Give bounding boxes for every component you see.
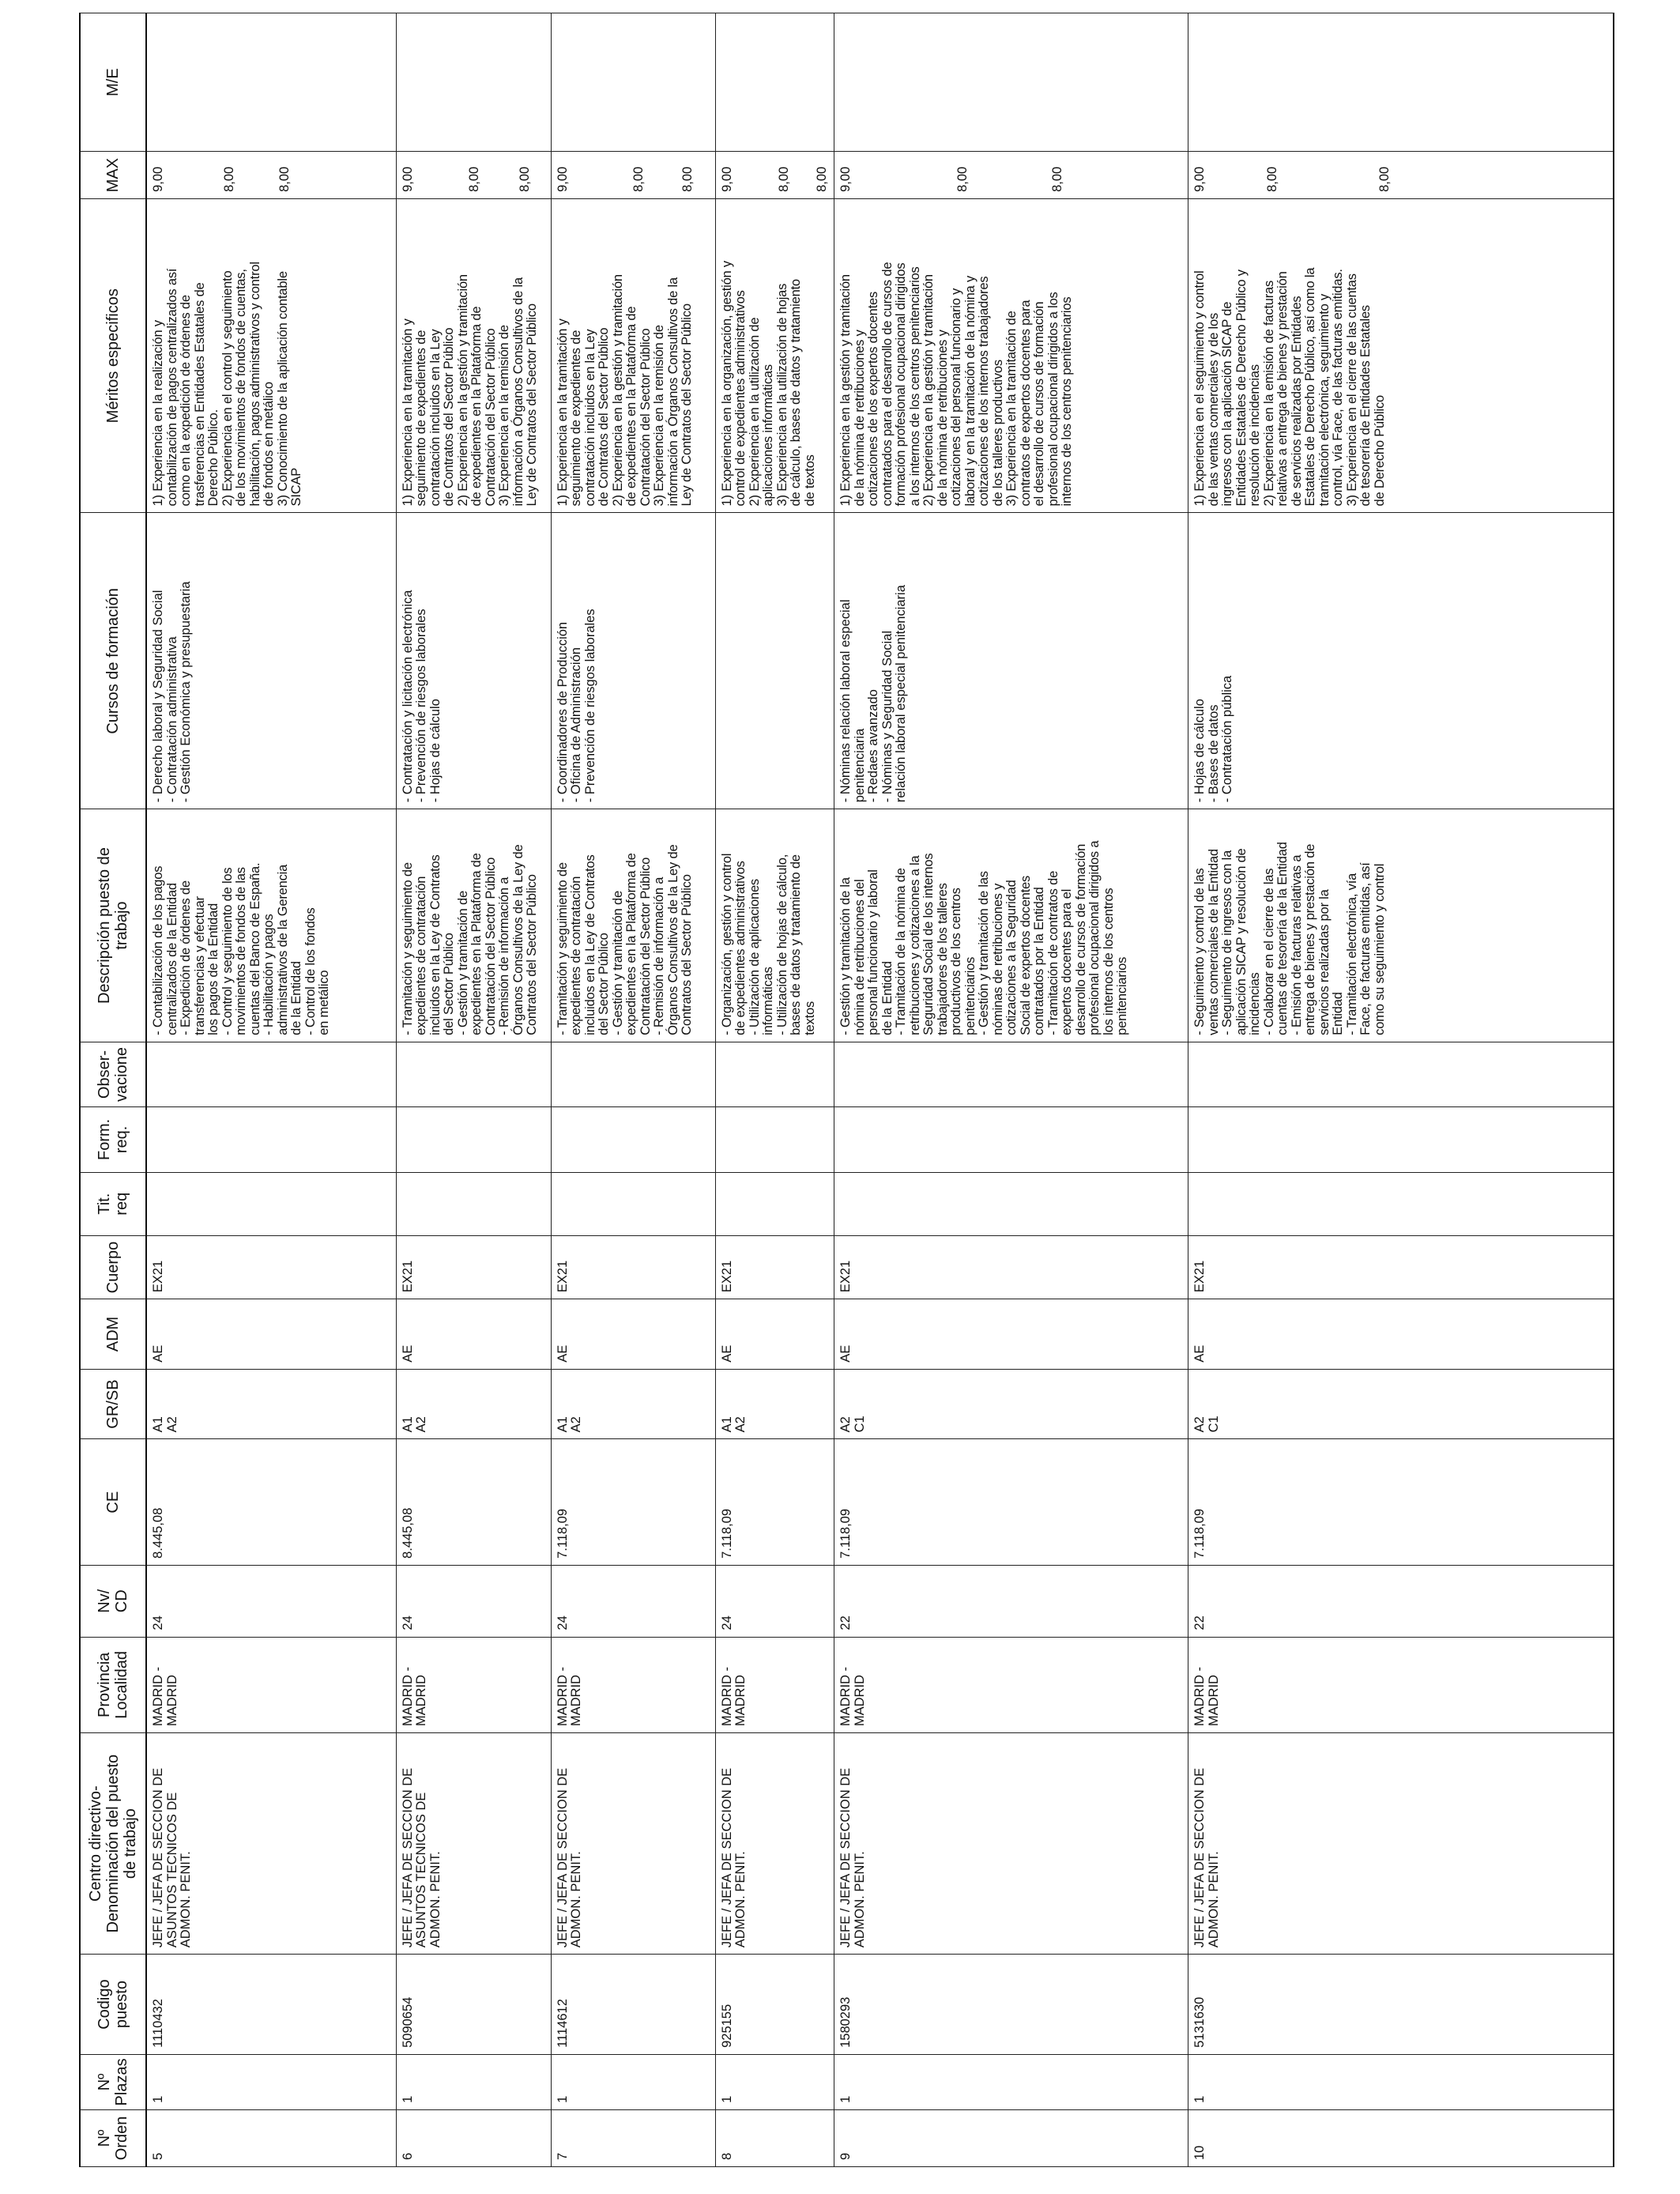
cell-adm: AE [834,1299,1188,1370]
cell-plazas: 1 [715,2054,834,2109]
table-row [396,13,551,2167]
cell-cuerpo: EX21 [715,1235,834,1299]
cell-centro: JEFE / JEFA DE SECCION DE ASUNTOS TECNICOS DE ADMON. PENIT. [146,1733,396,1955]
max-value: 8,00 [1377,166,1392,192]
cell-cursos: - Derecho laboral y Seguridad Social - Contratación administrativa - Gestión Económica y presupuestaria [146,513,396,809]
cell-tit [834,1172,1188,1235]
cell-codigo: 5131630 [1188,1955,1614,2055]
cell-descripcion: - Gestión y tramitación de la nómina de retribuciones del personal funcionario y laboral de la Entidad - Tramitación de la nómina de retribuciones y cotizaciones a la Seguridad Social de los internos trabajadores de los talleres productivos de los centros penitenciarios - Gestión y tramitación de las nóminas de retribuciones y cotizaciones a la Seguridad Social de expertos docentes contratados por la Entidad - Tramitación de contratos de expertos docentes para el desarrollo de cursos de formación profesional ocupacional dirigidos a los internos de los centros penitenciarios [834,809,1188,1042]
cell-meritos: 1) Experiencia en la tramitación y seguimiento de expedientes de contratación incluidos en la Ley de Contratos del Sector Público 2) Experiencia en la gestión y tramitación de expedientes en la Plataforma de Contratación del Sector Público 3) Experiencia en la remisión de información a Órganos Consultivos de la Ley de Contratos del Sector Público [396,198,551,513]
cell-cursos: - Coordinadores de Producción - Oficina de Administración - Prevención de riesgos laborales [551,513,715,809]
cell-plazas: 1 [834,2054,1188,2109]
cell-grupo: A1 A2 [715,1369,834,1439]
cell-tit [1188,1172,1614,1235]
cell-orden: 10 [1188,2109,1614,2166]
max-value: 8,00 [1050,166,1064,192]
cell-meritos: 1) Experiencia en la organización, gestión y control de expedientes administrativos 2) Experiencia en la utilización de aplicaciones informáticas 3) Experiencia en la utilización de hojas de cálculo, bases de datos y tratamiento de textos [715,198,834,513]
max-value: 8,00 [814,166,829,192]
cell-cursos [715,513,834,809]
cell-me [551,13,715,152]
col-ce: CE [80,1439,146,1566]
cell-tit [396,1172,551,1235]
cell-ce: 7.118,09 [551,1439,715,1566]
col-grupo: GR/SB [80,1369,146,1439]
cell-adm: AE [715,1299,834,1370]
cell-cuerpo: EX21 [551,1235,715,1299]
cell-obs [834,1042,1188,1106]
cell-me [834,13,1188,152]
col-codigo: Codigo puesto [80,1955,146,2055]
cell-descripcion: - Tramitación y seguimiento de expedientes de contratación incluidos en la Ley de Contratos del Sector Público - Gestión y tramitación de expedientes en la Plataforma de Contratación del Sector Público - Remisión de información a Órganos Consultivos de la Ley de Contratos del Sector Público [396,809,551,1042]
cell-grupo: A2 C1 [834,1369,1188,1439]
col-me: M/E [80,13,146,152]
cell-cursos: - Hojas de cálculo - Bases de datos - Contratación pública [1188,513,1614,809]
cell-me [396,13,551,152]
cell-ce: 7.118,09 [715,1439,834,1566]
puestos-table [79,13,1614,2167]
cell-max [1188,152,1614,199]
cell-provincia: MADRID - MADRID [146,1637,396,1733]
cell-descripcion: - Contabilización de los pagos centralizados de la Entidad - Expedición de órdenes de transferencias y efectuar los pagos de la Entidad - Control y seguimiento de los movimientos de fondos de las cuentas del Banco de España. - Habilitación y pagos administrativos de la Gerencia de la Entidad - Control de los fondos en metálico [146,809,396,1042]
col-descripcion: Descripción puesto de trabajo [80,809,146,1042]
cell-obs [396,1042,551,1106]
cell-orden: 5 [146,2109,396,2166]
cell-obs [551,1042,715,1106]
cell-provincia: MADRID - MADRID [834,1637,1188,1733]
max-value: 9,00 [555,166,570,192]
max-value: 9,00 [151,166,165,192]
table-row [146,13,396,2167]
col-nivel: Nv/ CD [80,1565,146,1637]
cell-plazas: 1 [551,2054,715,2109]
cell-meritos: 1) Experiencia en la tramitación y seguimiento de expedientes de contratación incluidos en la Ley de Contratos del Sector Público 2) Experiencia en la gestión y tramitación de expedientes en la Plataforma de Contratación del Sector Público 3) Experiencia en la remisión de información a Órganos Consultivos de la Ley de Contratos del Sector Público [551,198,715,513]
col-adm: ADM [80,1299,146,1370]
cell-orden: 7 [551,2109,715,2166]
max-value: 8,00 [277,166,292,192]
cell-centro: JEFE / JEFA DE SECCION DE ADMON. PENIT. [834,1733,1188,1955]
cell-form [715,1107,834,1172]
rotated-page [79,13,1603,2167]
cell-orden: 9 [834,2109,1188,2166]
cell-obs [715,1042,834,1106]
cell-codigo: 1110432 [146,1955,396,2055]
cell-obs [146,1042,396,1106]
table-row [1188,13,1614,2167]
cell-cursos: - Contratación y licitación electrónica - Prevención de riesgos laborales - Hojas de cálculo [396,513,551,809]
cell-provincia: MADRID - MADRID [551,1637,715,1733]
cell-adm: AE [396,1299,551,1370]
max-value: 9,00 [838,166,853,192]
cell-plazas: 1 [146,2054,396,2109]
col-provincia: Provincia Localidad [80,1637,146,1733]
max-value: 8,00 [222,166,236,192]
col-max: MAX [80,152,146,199]
col-tit: Tit. req [80,1172,146,1235]
max-value: 9,00 [400,166,415,192]
cell-grupo: A1 A2 [551,1369,715,1439]
cell-nivel: 24 [715,1565,834,1637]
cell-ce: 8.445,08 [396,1439,551,1566]
cell-tit [715,1172,834,1235]
cell-form [834,1107,1188,1172]
cell-tit [551,1172,715,1235]
cell-meritos: 1) Experiencia en la gestión y tramitación de la nómina de retribuciones y cotizaciones de los expertos docentes contratados para el desarrollo de cursos de formación profesional ocupacional dirigidos a los internos de los centros penitenciarios 2) Experiencia en la gestión y tramitación de la nómina de retribuciones y cotizaciones del personal funcionario y laboral y en la tramitación de la nómina y cotizaciones de los internos trabajadores de los talleres productivos 3) Experiencia en la tramitación de contratos de expertos docentes para el desarrollo de cursos de formación profesional ocupacional dirigidos a los internos de los centros penitenciarios [834,198,1188,513]
cell-plazas: 1 [396,2054,551,2109]
cell-max [551,152,715,199]
cell-provincia: MADRID - MADRID [396,1637,551,1733]
col-cursos: Cursos de formación [80,513,146,809]
max-value: 8,00 [1265,166,1279,192]
cell-max [146,152,396,199]
cell-me [146,13,396,152]
cell-grupo: A2 C1 [1188,1369,1614,1439]
cell-provincia: MADRID - MADRID [715,1637,834,1733]
cell-descripcion: - Organización, gestión y control de expedientes administrativos - Utilización de aplicaciones informáticas - Utilización de hojas de cálculo, bases de datos y tratamiento de textos [715,809,834,1042]
cell-cursos: - Nóminas relación laboral especial penitenciaria - Redaes avanzado - Nóminas y Seguridad Social relación laboral especial penitenciaria [834,513,1188,809]
cell-grupo: A1 A2 [396,1369,551,1439]
max-value: 8,00 [680,166,695,192]
cell-me [715,13,834,152]
table-row [551,13,715,2167]
cell-codigo: 1114612 [551,1955,715,2055]
cell-nivel: 24 [551,1565,715,1637]
table-row [715,13,834,2167]
max-value: 8,00 [776,166,791,192]
cell-ce: 7.118,09 [1188,1439,1614,1566]
cell-nivel: 24 [396,1565,551,1637]
cell-cuerpo: EX21 [834,1235,1188,1299]
col-orden: Nº Orden [80,2109,146,2166]
cell-me [1188,13,1614,152]
cell-plazas: 1 [1188,2054,1614,2109]
cell-grupo: A1 A2 [146,1369,396,1439]
cell-ce: 7.118,09 [834,1439,1188,1566]
cell-adm: AE [551,1299,715,1370]
cell-max [396,152,551,199]
table-row [834,13,1188,2167]
header-row [80,13,146,2167]
cell-adm: AE [1188,1299,1614,1370]
cell-orden: 6 [396,2109,551,2166]
cell-provincia: MADRID - MADRID [1188,1637,1614,1733]
cell-max [834,152,1188,199]
cell-centro: JEFE / JEFA DE SECCION DE ADMON. PENIT. [715,1733,834,1955]
cell-cuerpo: EX21 [1188,1235,1614,1299]
cell-codigo: 925155 [715,1955,834,2055]
cell-nivel: 24 [146,1565,396,1637]
cell-centro: JEFE / JEFA DE SECCION DE ADMON. PENIT. [551,1733,715,1955]
max-value: 8,00 [631,166,646,192]
cell-descripcion: - Tramitación y seguimiento de expedientes de contratación incluidos en la Ley de Contratos del Sector Público - Gestión y tramitación de expedientes en la Plataforma de Contratación del Sector Público - Remisión de información a Órganos Consultivos de la Ley de Contratos del Sector Público [551,809,715,1042]
cell-meritos: 1) Experiencia en la realización y contabilización de pagos centralizados así como en la expedición de órdenes de trasferencias en Entidades Estatales de Derecho Público. 2) Experiencia en el control y seguimiento de los movimientos de fondos de cuentas, habilitación, pagos administrativos y control de fondos en metálico 3) Conocimiento de la aplicación contable SICAP [146,198,396,513]
cell-nivel: 22 [834,1565,1188,1637]
cell-nivel: 22 [1188,1565,1614,1637]
col-cuerpo: Cuerpo [80,1235,146,1299]
cell-codigo: 1580293 [834,1955,1188,2055]
cell-max [715,152,834,199]
cell-codigo: 5090654 [396,1955,551,2055]
cell-descripcion: - Seguimiento y control de las ventas comerciales de la Entidad - Seguimiento de ingresos con la aplicación SICAP y resolución de incidencias - Colaborar en el cierre de las cuentas de tesorería de la Entidad - Emisión de facturas relativas a entrega de bienes y prestación de servicios realizadas por la Entidad - Tramitación electrónica, vía Face, de facturas emitidas, así como su seguimiento y control [1188,809,1614,1042]
col-centro: Centro directivo- Denominación del puesto de trabajo [80,1733,146,1955]
cell-form [551,1107,715,1172]
cell-centro: JEFE / JEFA DE SECCION DE ADMON. PENIT. [1188,1733,1614,1955]
max-value: 8,00 [517,166,532,192]
max-value: 9,00 [1192,166,1207,192]
cell-form [1188,1107,1614,1172]
col-meritos: Méritos especificos [80,198,146,513]
cell-cuerpo: EX21 [396,1235,551,1299]
cell-adm: AE [146,1299,396,1370]
cell-form [146,1107,396,1172]
cell-form [396,1107,551,1172]
col-plazas: Nº Plazas [80,2054,146,2109]
max-value: 9,00 [719,166,734,192]
cell-cuerpo: EX21 [146,1235,396,1299]
col-obs: Obser- vacione [80,1042,146,1106]
cell-meritos: 1) Experiencia en el seguimiento y control de las ventas comerciales y de los ingresos con la aplicación SICAP de Entidades Estatales de Derecho Público y resolución de incidencias 2) Experiencia en la emisión de facturas relativas a entrega de bienes y prestación de servicios realizadas por Entidades Estatales de Derecho Público, así como la tramitación electrónica, seguimiento y control, vía Face, de las facturas emitidas. 3) Experiencia en el cierre de las cuentas de tesorería de Entidades Estatales de Derecho Público [1188,198,1614,513]
cell-orden: 8 [715,2109,834,2166]
cell-centro: JEFE / JEFA DE SECCION DE ASUNTOS TECNICOS DE ADMON. PENIT. [396,1733,551,1955]
cell-obs [1188,1042,1614,1106]
cell-ce: 8.445,08 [146,1439,396,1566]
cell-tit [146,1172,396,1235]
max-value: 8,00 [466,166,481,192]
max-value: 8,00 [955,166,970,192]
col-form: Form. req. [80,1107,146,1172]
